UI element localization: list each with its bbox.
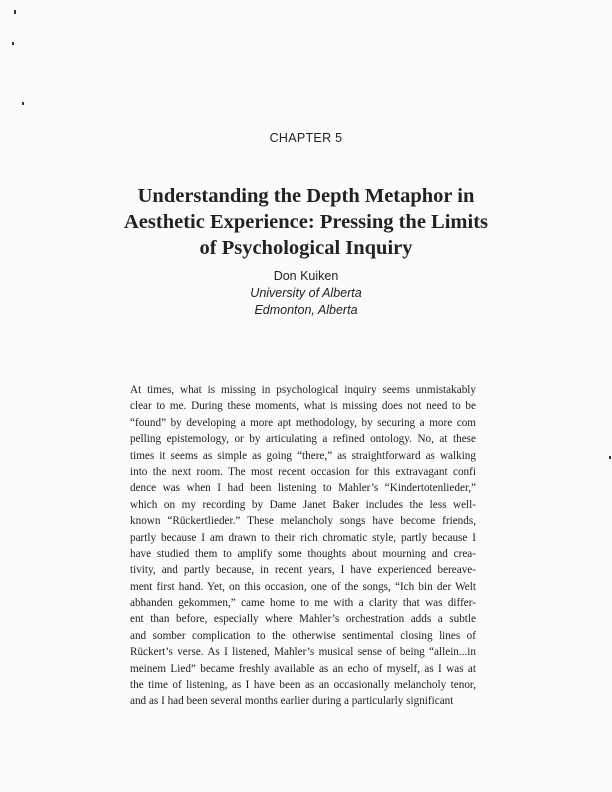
body-line: and as I had been several months earlier during a particularly significant [130,695,454,708]
body-line: the time of listening, as I have been as an occasionally melancholy tenor, [130,679,476,692]
body-line: have studied them to amplify some thoughts about mourning and crea- [130,547,476,560]
body-line: into the next room. The most recent occasion for this extravagant confi [130,465,476,478]
body-line: dence was when I had been listening to Mahler’s “Kindertotenlieder,” [130,482,476,495]
body-line: ment first hand. Yet, on this occasion, one of the songs, “Ich bin der Welt [130,580,476,593]
body-line: ent than before, especially where Mahler’s orchestration adds a subtle [130,613,476,626]
author-location: Edmonton, Alberta [254,303,358,317]
title-line: of Psychological Inquiry [199,237,413,259]
author-affiliation: University of Alberta [250,286,362,300]
body-line: clear to me. During these moments, what is missing does not need to be [130,400,476,413]
body-line: which on my recording by Dame Janet Baker includes the less well- [130,498,476,511]
body-line: At times, what is missing in psychological inquiry seems unmistakably [130,384,476,396]
body-line: Rückert’s verse. As I listened, Mahler’s musical sense of being “allein...in [130,646,476,659]
author-name: Don Kuiken [273,269,339,283]
body-line: and somber complication to the otherwise sentimental closing lines of [130,629,476,642]
body-line: “found” by developing a more apt methodology, by securing a more com [130,416,476,429]
body-text [130,382,476,710]
scan-speck [22,102,24,105]
body-line: abhanden gekommen,” came home to me with a clarity that was differ- [130,597,476,610]
scan-speck [12,42,14,45]
chapter-title [60,183,552,261]
scan-speck [14,10,16,14]
body-line: times it seems as simple as going “there,” as straightforward as walking [130,449,476,462]
body-line: partly because I am drawn to their rich chromatic style, partly because I [130,531,476,544]
body-line: tivity, and partly because, in recent years, I have experienced bereave- [130,564,476,577]
body-line: known “Rückertlieder.” These melancholy songs have become friends, [130,515,476,528]
body-line: pelling epistemology, or by articulating a refined ontology. No, at these [130,433,476,446]
title-line: Aesthetic Experience: Pressing the Limits [124,211,488,233]
author-block [0,268,612,319]
body-line: meinem Lied” became freshly available as an echo of myself, as I was at [130,662,476,675]
chapter-label: CHAPTER 5 [269,131,343,145]
scan-speck [609,456,611,459]
title-line: Understanding the Depth Metaphor in [137,185,475,207]
